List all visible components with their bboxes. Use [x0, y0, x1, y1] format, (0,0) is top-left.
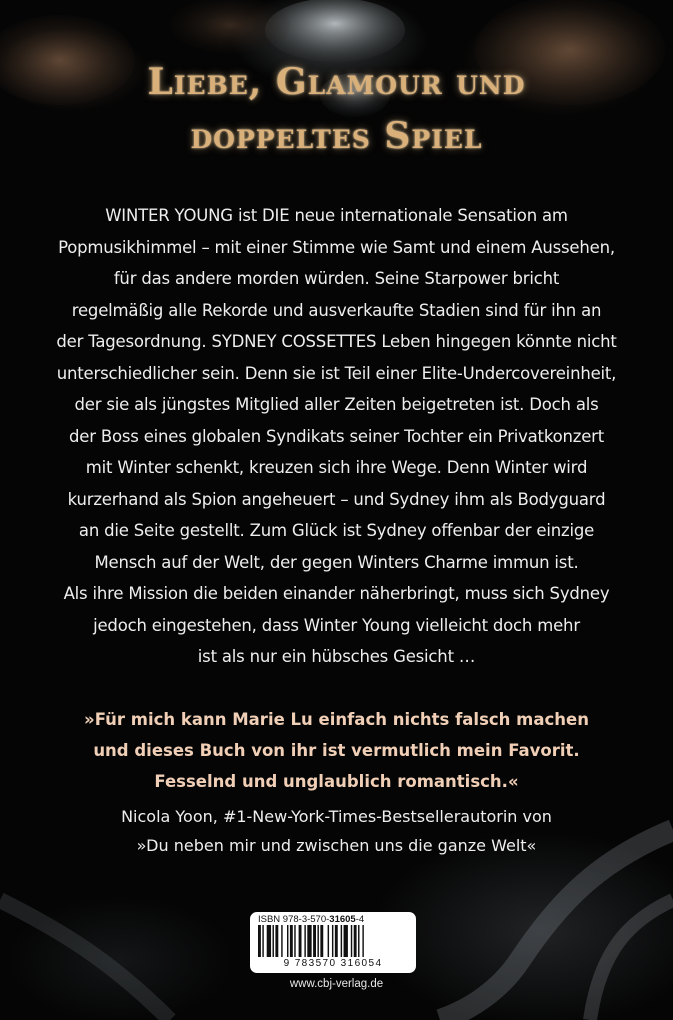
isbn-suffix: -4 — [355, 914, 365, 925]
barcode-bar — [320, 925, 323, 957]
barcode-bar — [354, 925, 357, 957]
headline — [0, 55, 673, 163]
barcode-bar — [335, 925, 338, 957]
barcode-bar — [358, 925, 359, 957]
barcode-bar — [294, 925, 295, 957]
quote-line: und dieses Buch von ihr ist vermutlich mein Favorit. — [93, 741, 580, 760]
barcode-bars — [256, 925, 410, 957]
blurb-line: der Tagesordnung. SYDNEY COSSETTES Leben hingegen könnte nicht — [56, 332, 617, 351]
barcode-bar — [351, 925, 352, 957]
blurb-line: Popmusikhimmel – mit einer Stimme wie Samt und einem Aussehen, — [58, 237, 615, 257]
isbn-prefix: ISBN 978-3-570- — [258, 914, 330, 925]
blurb-line: WINTER YOUNG ist DIE neue internationale Sensation am — [105, 206, 568, 225]
barcode-bar — [287, 925, 288, 957]
isbn-text — [258, 914, 364, 925]
barcode-bar — [328, 925, 329, 957]
barcode-bar — [344, 925, 348, 957]
blurb-line: mit Winter schenkt, kreuzen sich ihre Wege. Denn Winter wird — [85, 458, 588, 477]
blurb-line: regelmäßig alle Rekorde und ausverkaufte Stadien sind für ihn an — [71, 300, 602, 320]
barcode-bar — [290, 925, 293, 957]
barcode-bar — [267, 925, 271, 957]
barcode-bar — [299, 925, 302, 957]
review-quote — [20, 704, 653, 797]
blurb-line: unterschiedlicher sein. Denn sie ist Teil einer Elite-Undercovereinheit, — [56, 363, 617, 383]
barcode-bar — [341, 925, 342, 957]
barcode-bar — [281, 925, 282, 957]
quote-line: Fesselnd und unglaublich romantisch.« — [154, 772, 519, 791]
barcode-label — [250, 912, 416, 973]
smoke-wisp — [590, 900, 673, 1020]
barcode-bar — [362, 925, 363, 957]
blurb-line: an die Seite gestellt. Zum Glück ist Sydney offenbar der einzige — [78, 521, 595, 540]
blurb-line: ist als nur ein hübsches Gesicht … — [197, 647, 476, 666]
quote-attribution — [20, 802, 653, 860]
blurb-line: kurzerhand als Spion angeheuert – und Sydney ihm als Bodyguard — [67, 489, 606, 509]
blurb-line: jedoch eingestehen, dass Winter Young vielleicht doch mehr — [93, 615, 580, 635]
publisher-website: www.cbj-verlag.de — [289, 978, 384, 990]
barcode-bar — [275, 925, 278, 957]
barcode-bar — [258, 925, 261, 957]
headline-line: doppeltes Spiel — [190, 115, 483, 157]
attribution-line: »Du neben mir und zwischen uns die ganze Welt« — [136, 836, 537, 855]
barcode-bar — [273, 925, 274, 957]
barcode-bar — [262, 925, 263, 957]
quote-line: »Für mich kann Marie Lu einfach nichts falsch machen — [84, 710, 589, 729]
brown-petal-shape — [170, 0, 290, 53]
blurb-line: Als ihre Mission die beiden einander näherbringt, muss sich Sydney — [63, 584, 610, 603]
barcode-bar — [317, 925, 318, 957]
attribution-line: Nicola Yoon, #1-New-York-Times-Bestsellerautorin von — [121, 807, 552, 826]
smoke-wisp — [0, 900, 170, 1020]
headline-line: Liebe, Glamour und — [147, 61, 526, 103]
blurb-line: der sie als jüngstes Mitglied aller Zeiten beigetreten ist. Doch als — [74, 395, 599, 414]
barcode-digits: 9 783570 316054 — [283, 958, 383, 969]
isbn-bold-part: 31605 — [329, 914, 356, 925]
barcode-bar — [304, 925, 305, 957]
blurb-text — [30, 200, 643, 673]
barcode-bar — [332, 925, 333, 957]
blurb-line: Mensch auf der Welt, der gegen Winters Charme immun ist. — [94, 552, 579, 572]
barcode-bar — [313, 925, 316, 957]
barcode-bar — [307, 925, 311, 957]
blurb-line: der Boss eines globalen Syndikats seiner Tochter ein Privatkonzert — [68, 426, 605, 446]
blurb-line: für das andere morden würden. Seine Starpower bricht — [113, 269, 560, 288]
